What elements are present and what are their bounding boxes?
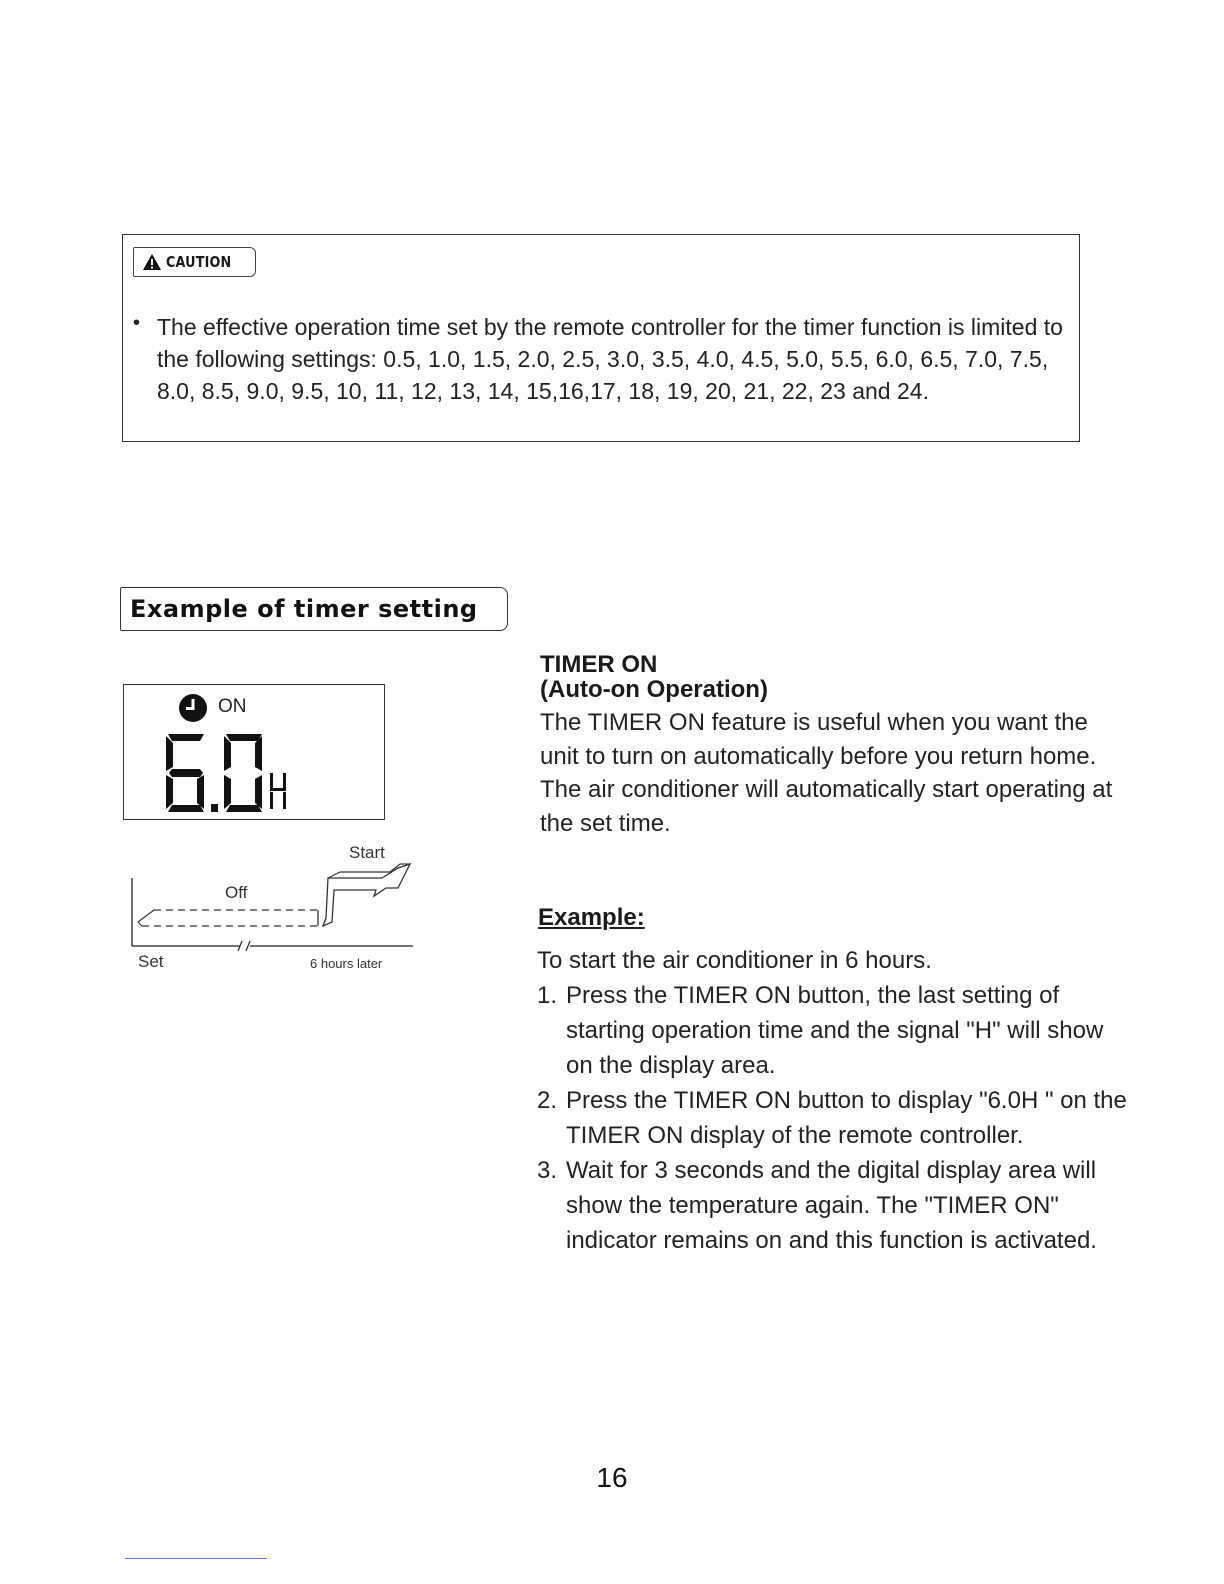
step-text: Wait for 3 seconds and the digital display area will show the temperature again. The "TIMER ON" indicator remains on and this function is activated. (566, 1157, 1097, 1254)
footer-divider (125, 1558, 267, 1559)
lcd-display (123, 684, 385, 820)
start-label: Start (349, 843, 385, 862)
step-item (537, 1083, 1127, 1153)
six-hours-later-label: 6 hours later (310, 956, 383, 971)
example-title: Example: (538, 904, 645, 931)
step-number: 1. (537, 982, 558, 1009)
set-label: Set (138, 952, 164, 971)
caution-text: The effective operation time set by the remote controller for the timer function is limited to the following settings: 0.5, 1.0, 1.5, 2.0, 2.5, 3.0, 3.5, 4.0, 4.5, 5.0, 5.5, 6.0, 6.5, 7.0, 7.5, 8.0, 8.5, 9.0, 9.5, 10, 11, 12, 13, 14, 15,16,17, 18, 19, 20, 21, 22, 23 and 24. (157, 314, 1063, 404)
timer-on-title: TIMER ON (540, 651, 658, 678)
step-item (537, 1153, 1127, 1258)
caution-box (122, 234, 1080, 442)
example-section-title: Example of timer setting (130, 595, 478, 623)
timer-on-description: The TIMER ON feature is useful when you want the unit to turn on automatically before you return home. The air conditioner will automatically start operating at the set time. (540, 709, 1113, 837)
page-number: 16 (596, 1462, 628, 1493)
caution-tag (133, 247, 256, 277)
timer-on-subtitle: (Auto-on Operation) (540, 676, 768, 703)
caution-text-block (133, 311, 1063, 407)
clock-icon (178, 693, 208, 723)
seven-segment-digits (164, 731, 294, 815)
warning-icon (142, 253, 162, 271)
bullet: • (133, 312, 141, 334)
on-label: ON (218, 696, 247, 717)
timeline-graph (128, 838, 428, 958)
off-label: Off (225, 883, 248, 902)
example-intro: To start the air conditioner in 6 hours. (537, 947, 932, 974)
example-section-header (120, 587, 508, 631)
step-text: Press the TIMER ON button, the last setting of starting operation time and the signal "H" will show on the display area. (566, 982, 1104, 1079)
step-item (537, 978, 1127, 1083)
step-number: 2. (537, 1087, 558, 1114)
step-text: Press the TIMER ON button to display "6.0H " on the TIMER ON display of the remote controller. (566, 1087, 1127, 1149)
step-number: 3. (537, 1157, 558, 1184)
caution-label: CAUTION (166, 253, 232, 271)
example-steps (537, 943, 1127, 1258)
